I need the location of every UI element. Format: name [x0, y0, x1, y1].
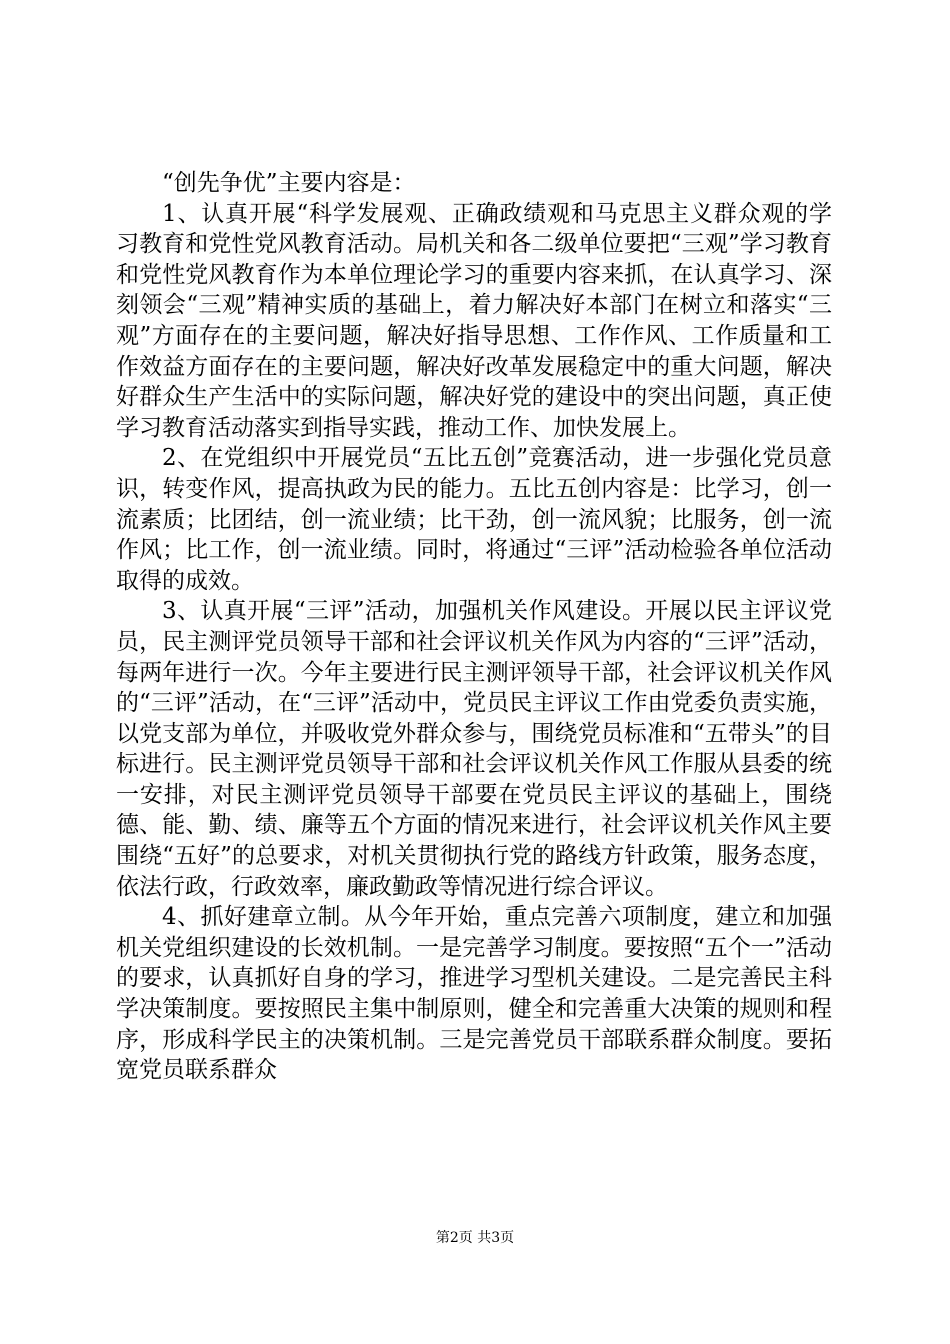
paragraph-item-1: 1、认真开展“科学发展观、正确政绩观和马克思主义群众观的学习教育和党性党风教育活动。局机关和各二级单位要把“三观”学习教育和党性党风教育作为本单位理论学习的重要内容来抓，在认真学习、深刻领会“三观”精神实质的基础上，着力解决好本部门在树立和落实“三观”方面存在的主要问题，解决好指导思想、工作作风、工作质量和工作效益方面存在的主要问题，解决好改革发展稳定中的重大问题，解决好群众生产生活中的实际问题，解决好党的建设中的突出问题，真正使学习教育活动落实到指导实践，推动工作、加快发展上。 [116, 200, 832, 441]
intro-paragraph: “创先争优”主要内容是： [162, 170, 416, 196]
paragraph-item-3: 3、认真开展“三评”活动，加强机关作风建设。开展以民主评议党员，民主测评党员领导干部和社会评议机关作风为内容的“三评”活动，每两年进行一次。今年主要进行民主测评领导干部，社会评议机关作风的“三评”活动，在“三评”活动中，党员民主评议工作由党委负责实施，以党支部为单位，并吸收党外群众参与，围绕党员标准和“五带头”的目标进行。民主测评党员领导干部和社会评议机关作风工作服从县委的统一安排，对民主测评党员领导干部要在党员民主评议的基础上，围绕德、能、勤、绩、廉等五个方面的情况来进行，社会评议机关作风主要围绕“五好”的总要求，对机关贯彻执行党的路线方针政策，服务态度，依法行政，行政效率，廉政勤政等情况进行综合评议。 [116, 598, 832, 900]
page-number-footer: 第2页 共3页 [435, 1230, 515, 1246]
document-body [116, 168, 832, 1086]
paragraph-item-2: 2、在党组织中开展党员“五比五创”竞赛活动，进一步强化党员意识，转变作风，提高执政为民的能力。五比五创内容是：比学习，创一流素质；比团结，创一流业绩；比干劲，创一流风貌；比服务，创一流作风；比工作，创一流业绩。同时，将通过“三评”活动检验各单位活动取得的成效。 [116, 445, 832, 594]
paragraph-item-4: 4、抓好建章立制。从今年开始，重点完善六项制度，建立和加强机关党组织建设的长效机制。一是完善学习制度。要按照“五个一”活动的要求，认真抓好自身的学习，推进学习型机关建设。二是完善民主科学决策制度。要按照民主集中制原则，健全和完善重大决策的规则和程序，形成科学民主的决策机制。三是完善党员干部联系群众制度。要拓宽党员联系群众 [116, 904, 832, 1084]
